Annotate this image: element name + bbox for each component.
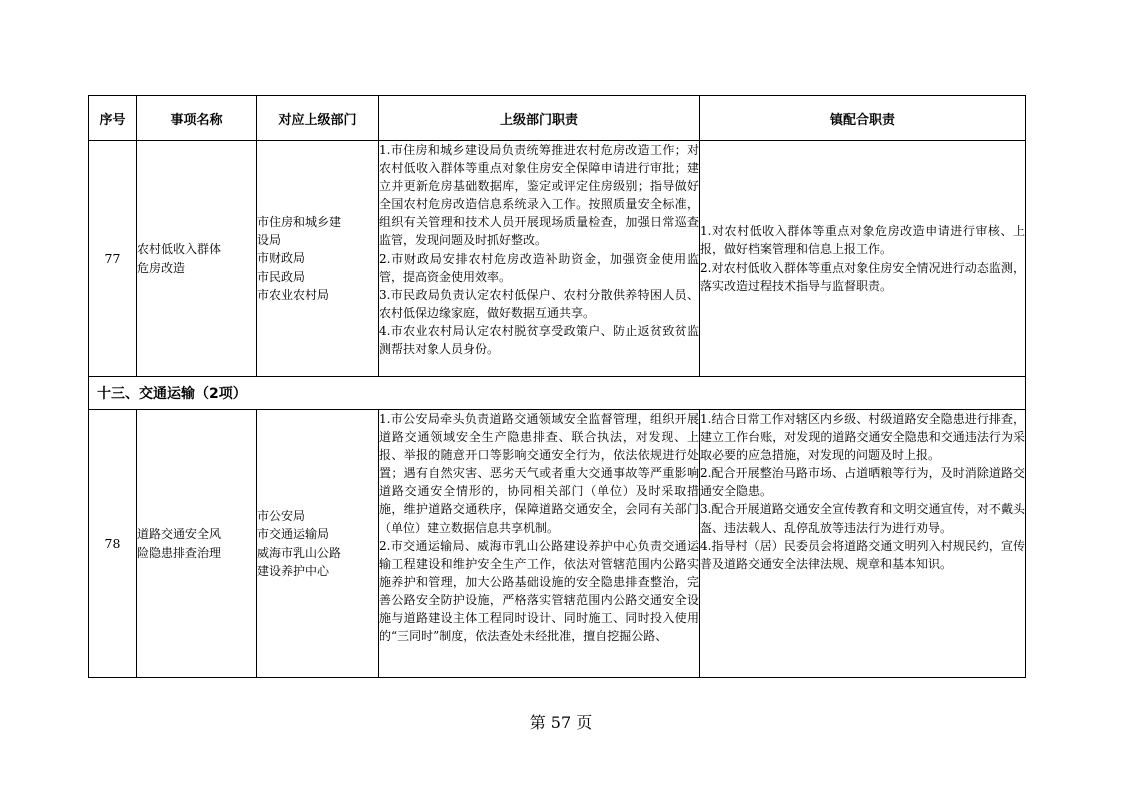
item-name: 道路交通安全风 险隐患排查治理 <box>137 410 257 678</box>
item-name: 农村低收入群体 危房改造 <box>137 141 257 377</box>
header-row <box>89 96 1026 141</box>
table-row <box>89 410 1026 678</box>
department-list: 市住房和城乡建 设局 市财政局 市民政局 市农业农村局 <box>257 141 379 377</box>
header-upper-duty: 上级部门职责 <box>379 96 700 141</box>
table-row <box>89 141 1026 377</box>
upper-duty-text: 1.市住房和城乡建设局负责统筹推进农村危房改造工作；对农村低收入群体等重点对象住房安全保障申请进行审批；建立并更新危房基础数据库，鉴定或评定住房级别；指导做好全国农村危房改造信息系统录入工作。按照质量安全标准，组织有关管理和技术人员开展现场质量检查，加强日常巡查监管，发现问题及时抓好整改。 2.市财政局安排农村危房改造补助资金，加强资金使用监管，提高资金使用效率。 3.市民政局负责认定农村低保户、农村分散供养特困人员、农村低保边缘家庭，做好数据互通共享。 4.市农业农村局认定农村脱贫享受政策户、防止返贫致贫监测帮扶对象人员身份。 <box>379 141 700 377</box>
department-list: 市公安局 市交通运输局 威海市乳山公路 建设养护中心 <box>257 410 379 678</box>
header-item-name: 事项名称 <box>137 96 257 141</box>
duty-table <box>88 95 1026 678</box>
town-duty-text: 1.对农村低收入群体等重点对象危房改造申请进行审核、上报，做好档案管理和信息上报工作。 2.对农村低收入群体等重点对象住房安全情况进行动态监测，落实改造过程技术指导与监督职责。 <box>700 141 1026 377</box>
section-title: 十三、交通运输（2项） <box>89 377 1026 410</box>
section-row <box>89 377 1026 410</box>
header-town-duty: 镇配合职责 <box>700 96 1026 141</box>
row-number: 77 <box>89 141 137 377</box>
row-number: 78 <box>89 410 137 678</box>
town-duty-text: 1.结合日常工作对辖区内乡级、村级道路安全隐患进行排查，建立工作台账，对发现的道路交通安全隐患和交通违法行为采取必要的应急措施，对发现的问题及时上报。 2.配合开展整治马路市场、占道晒粮等行为，及时消除道路交通安全隐患。 3.配合开展道路交通安全宣传教育和文明交通宣传，对不戴头盔、违法载人、乱停乱放等违法行为进行劝导。 4.指导村（居）民委员会将道路交通文明列入村规民约，宣传普及道路交通安全法律法规、规章和基本知识。 <box>700 410 1026 678</box>
header-department: 对应上级部门 <box>257 96 379 141</box>
upper-duty-text: 1.市公安局牵头负责道路交通领域安全监督管理，组织开展道路交通领域安全生产隐患排查、联合执法，对发现、上报、举报的随意开口等影响交通安全行为，依法依规进行处置；遇有自然灾害、恶劣天气或者重大交通事故等严重影响道路交通安全情形的，协同相关部门（单位）及时采取措施，维护道路交通秩序，保障道路交通安全，会同有关部门（单位）建立数据信息共享机制。 2.市交通运输局、威海市乳山公路建设养护中心负责交通运输工程建设和维护安全生产工作，依法对管辖范围内公路实施养护和管理，加大公路基础设施的安全隐患排查整治，完善公路安全防护设施，严格落实管辖范围内公路交通安全设施与道路建设主体工程同时设计、同时施工、同时投入使用的“三同时”制度，依法查处未经批准，擅自挖掘公路、 <box>379 410 700 678</box>
page-number: 第 57 页 <box>529 713 593 732</box>
header-no: 序号 <box>89 96 137 141</box>
